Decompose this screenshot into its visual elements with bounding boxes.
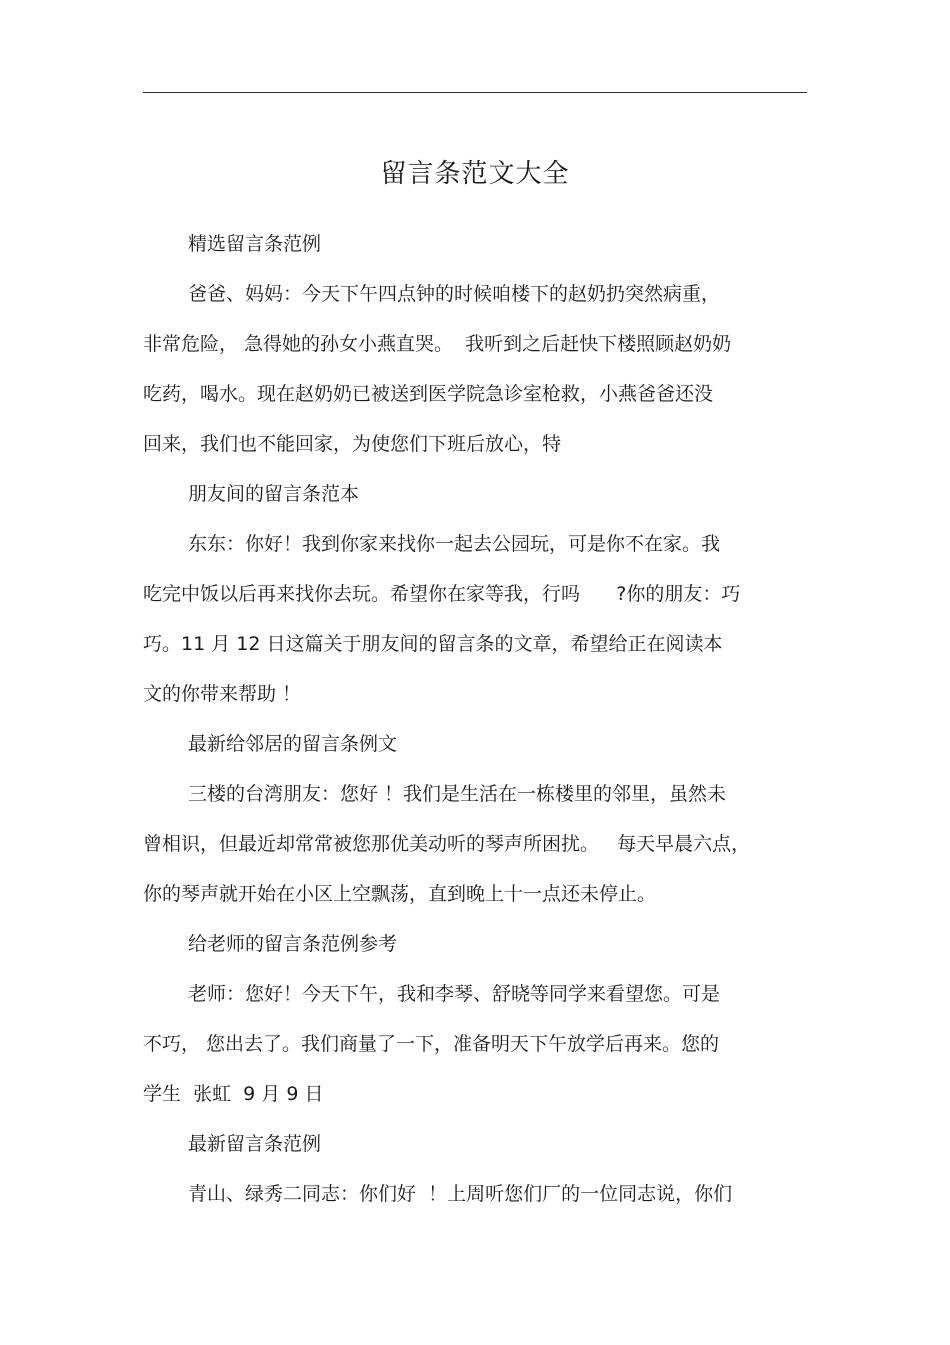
text-line: 不巧， 您出去了。我们商量了一下，准备明天下午放学后再来。您的	[143, 1033, 720, 1055]
section-heading: 给老师的留言条范例参考	[188, 933, 398, 955]
section-heading: 最新留言条范例	[188, 1133, 322, 1155]
text-line: 你的琴声就开始在小区上空飘荡，直到晚上十一点还未停止。	[143, 883, 657, 905]
text-line: 老师：您好！今天下午，我和李琴、舒晓等同学来看望您。可是	[188, 983, 721, 1005]
text-line: 三楼的台湾朋友：您好 ！我们是生活在一栋楼里的邻里，虽然未	[188, 783, 727, 805]
text-line: 非常危险， 急得她的孙女小燕直哭。 我听到之后赶快下楼照顾赵奶奶	[143, 333, 732, 355]
text-line: 巧。11 月 12 日这篇关于朋友间的留言条的文章，希望给正在阅读本	[143, 633, 723, 655]
text-line: 回来，我们也不能回家，为使您们下班后放心，特	[143, 433, 562, 455]
section-heading: 朋友间的留言条范本	[188, 483, 360, 505]
text-line: 吃药，喝水。现在赵奶奶已被送到医学院急诊室枪救，小燕爸爸还没	[143, 383, 714, 405]
header-rule	[143, 92, 807, 93]
text-line: 爸爸、妈妈：今天下午四点钟的时候咱楼下的赵奶扔突然病重，	[188, 283, 721, 305]
document-body	[143, 219, 807, 1219]
section-heading: 精选留言条范例	[188, 233, 322, 255]
text-line: 吃完中饭以后再来找你去玩。希望你在家等我，行吗 ?你的朋友：巧	[143, 583, 741, 605]
text-line: 东东：你好！我到你家来找你一起去公园玩，可是你不在家。我	[188, 533, 721, 555]
document-title: 留言条范文大全	[380, 159, 570, 189]
text-line: 文的你带来帮助 ！	[143, 683, 302, 705]
text-line: 青山、绿秀二同志：你们好 ！上周听您们厂的一位同志说，你们	[188, 1183, 733, 1205]
text-line: 学生 张虹 9 月 9 日	[143, 1083, 324, 1105]
text-line: 曾相识，但最近却常常被您那优美动听的琴声所困扰。 每天早晨六点，	[143, 833, 751, 855]
section-heading: 最新给邻居的留言条例文	[188, 733, 398, 755]
